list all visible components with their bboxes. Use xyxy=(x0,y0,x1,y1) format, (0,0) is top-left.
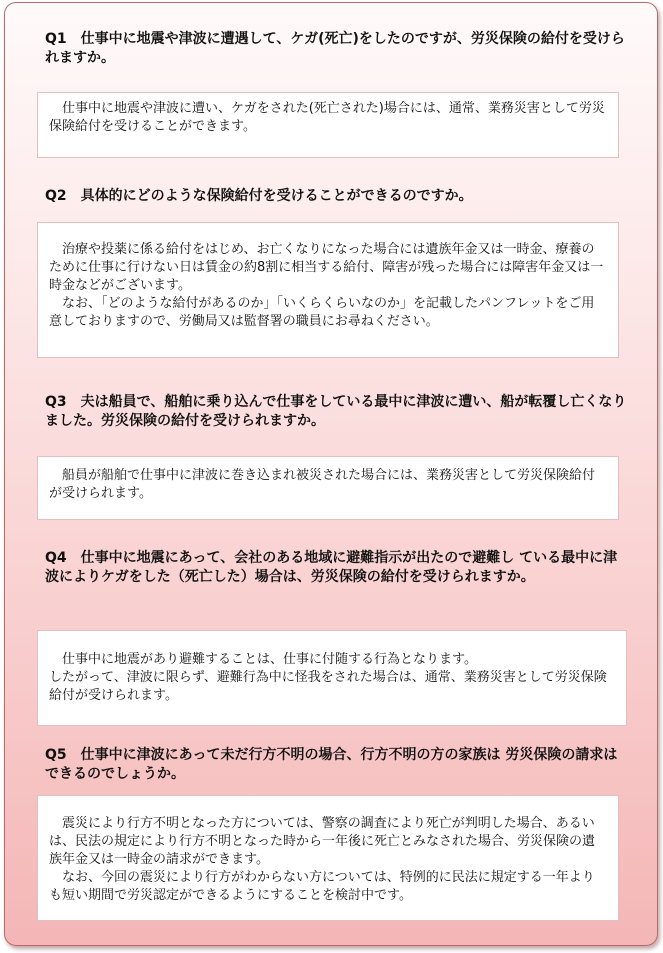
question-1: Q1 仕事中に地震や津波に遭遇して、ケガ(死亡)をしたのですが、労災保険の給付を受けられますか。 xyxy=(45,31,625,66)
answer-1-box xyxy=(37,92,619,158)
answer-4-box xyxy=(37,630,627,726)
answer-5-box xyxy=(37,795,619,921)
answer-3-box xyxy=(37,456,619,520)
answer-2-box xyxy=(37,222,619,358)
question-4: Q4 仕事中に地震にあって、会社のある地域に避難指示が出たので避難し ている最中に津波によりケガをした（死亡した）場合は、労災保険の給付を受けられますか。 xyxy=(45,550,618,585)
answer-1-paragraph: 仕事中に地震や津波に遭い、ケガをされた(死亡された)場合には、通常、業務災害として労災保険給付を受けることができます。 xyxy=(49,101,605,134)
answer-4-paragraph-1: 仕事中に地震があり避難することは、仕事に付随する行為となります。 xyxy=(49,652,477,667)
question-5: Q5 仕事中に津波にあって未だ行方不明の場合、行方不明の方の家族は 労災保険の請求はできるのでしょうか。 xyxy=(45,747,618,782)
answer-2-paragraph-1: 治療や投薬に係る給付をはじめ、お亡くなりになった場合には遺族年金又は一時金、療養のために仕事に行けない日は賃金の約8割に相当する給付、障害が残った場合には障害年金又は一時金などがございます。 xyxy=(49,242,604,293)
answer-3-paragraph: 船員が船舶で仕事中に津波に巻き込まれ被災された場合には、業務災害として労災保険給付が受けられます。 xyxy=(49,468,596,501)
answer-5-paragraph-1: 震災により行方不明となった方については、警察の調査により死亡が判明した場合、あるいは、民法の規定により行方不明となった時から一年後に死亡とみなされた場合、労災保険の遺族年金又は一時金の請求ができます。 xyxy=(49,816,596,867)
answer-4-paragraph-2: したがって、津波に限らず、避難行為中に怪我をされた場合は、通常、業務災害として労災保険給付が受けられます。 xyxy=(49,670,607,703)
question-2: Q2 具体的にどのような保険給付を受けることができるのですか。 xyxy=(45,188,473,204)
answer-5-paragraph-2: なお、今回の震災により行方がわからない方については、特例的に民法に規定する一年よりも短い期間で労災認定ができるようにすることを検討中です。 xyxy=(49,870,595,903)
question-3: Q3 夫は船員で、船舶に乗り込んで仕事をしている最中に津波に遭い、船が転覆し亡くなりました。労災保険の給付を受けられますか。 xyxy=(45,394,627,429)
answer-2-paragraph-2: なお、「どのような給付があるのか」「いくらくらいなのか」を記載したパンフレットをご用意しておりますので、労働局又は監督署の職員にお尋ねください。 xyxy=(49,296,595,329)
